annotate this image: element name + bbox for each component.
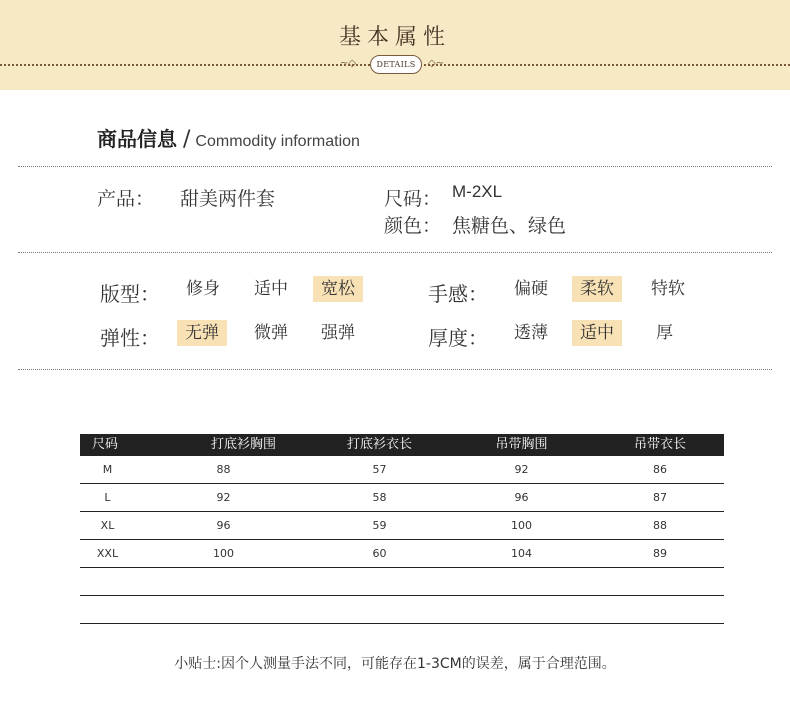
- table-cell: [447, 596, 596, 623]
- size-label: 尺码：: [384, 188, 442, 210]
- thickness-option-thick: 厚: [656, 323, 673, 343]
- table-cell: 88: [216, 463, 231, 476]
- table-cell: [312, 596, 447, 623]
- table-cell: L: [104, 491, 111, 504]
- divider: [18, 369, 772, 370]
- fit-option-loose-selected: 宽松: [313, 276, 363, 302]
- divider: [18, 252, 772, 253]
- table-cell: [135, 596, 312, 623]
- heading-separator: /: [183, 127, 191, 152]
- swirl-ornament-right-icon: ◇~: [428, 58, 445, 69]
- table-cell: 89: [653, 547, 667, 560]
- table-row: [80, 512, 724, 540]
- fit-option-regular: 适中: [254, 279, 288, 299]
- table-row-empty: [80, 596, 724, 624]
- table-cell: 58: [372, 491, 387, 504]
- fit-option-slim: 修身: [186, 279, 220, 299]
- section-banner: [0, 0, 790, 90]
- table-cell: XL: [100, 519, 115, 532]
- divider: [18, 166, 772, 167]
- table-cell: 57: [372, 463, 387, 476]
- table-cell: [80, 596, 135, 623]
- table-row: [80, 484, 724, 512]
- table-cell: [135, 568, 312, 595]
- header-base-length: 打底衫衣长: [346, 437, 412, 452]
- table-row: [80, 540, 724, 568]
- banner-title: 基本属性: [338, 25, 451, 50]
- header-cami-bust: 吊带胸围: [495, 437, 548, 452]
- table-cell: 87: [653, 491, 667, 504]
- color-label: 颜色：: [384, 215, 442, 237]
- fit-label: 版型：: [100, 282, 160, 306]
- table-cell: [80, 568, 135, 595]
- table-row-empty: [80, 568, 724, 596]
- thickness-option-thin: 透薄: [514, 323, 548, 343]
- table-cell: M: [102, 463, 113, 476]
- size-table: [80, 434, 724, 624]
- elastic-label: 弹性：: [100, 326, 160, 350]
- feel-option-stiff: 偏硬: [514, 279, 548, 299]
- table-cell: 104: [511, 547, 532, 560]
- table-cell: [596, 568, 724, 595]
- table-row: [80, 456, 724, 484]
- table-cell: 96: [514, 491, 529, 504]
- header-base-bust: 打底衫胸围: [210, 437, 276, 452]
- elastic-option-strong: 强弹: [321, 323, 355, 343]
- info-heading-en: Commodity information: [195, 133, 360, 150]
- details-badge: DETAILS: [370, 55, 422, 74]
- elastic-option-none-selected: 无弹: [177, 320, 227, 346]
- product-value: 甜美两件套: [180, 188, 276, 210]
- size-value: M-2XL: [452, 182, 503, 201]
- color-value: 焦糖色、绿色: [452, 215, 567, 237]
- product-label: 产品：: [97, 188, 155, 210]
- table-cell: 92: [216, 491, 231, 504]
- table-cell: 59: [372, 519, 387, 532]
- feel-option-soft-selected: 柔软: [572, 276, 622, 302]
- table-cell: 96: [216, 519, 231, 532]
- table-cell: 100: [511, 519, 532, 532]
- table-cell: [447, 568, 596, 595]
- info-heading: [97, 123, 360, 152]
- thickness-label: 厚度：: [428, 326, 488, 350]
- table-cell: [312, 568, 447, 595]
- table-cell: XXL: [96, 547, 119, 560]
- table-cell: [596, 596, 724, 623]
- table-cell: 100: [213, 547, 234, 560]
- thickness-option-medium-selected: 适中: [572, 320, 622, 346]
- table-cell: 60: [372, 547, 387, 560]
- elastic-option-slight: 微弹: [254, 323, 288, 343]
- table-cell: 92: [514, 463, 529, 476]
- table-cell: 88: [653, 519, 667, 532]
- feel-option-extra-soft: 特软: [651, 279, 685, 299]
- info-heading-cn: 商品信息: [97, 127, 177, 151]
- feel-label: 手感：: [428, 282, 488, 306]
- measurement-tip: 小贴士:因个人测量手法不同，可能存在1-3CM的误差，属于合理范围。: [174, 656, 616, 672]
- header-cami-length: 吊带衣长: [633, 437, 686, 452]
- table-cell: 86: [653, 463, 667, 476]
- size-table-header: [80, 434, 724, 456]
- swirl-ornament-left-icon: ~◇: [340, 58, 357, 69]
- header-size: 尺码: [92, 437, 119, 452]
